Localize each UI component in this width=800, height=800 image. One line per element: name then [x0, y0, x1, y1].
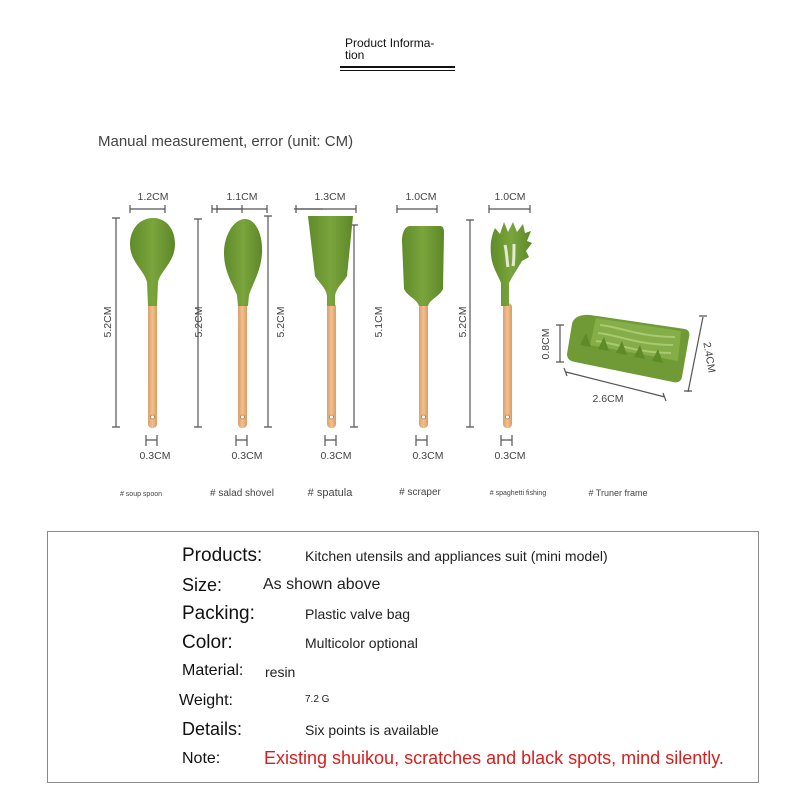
- handle-marks: [146, 435, 512, 446]
- scraper-head: [402, 226, 444, 306]
- utensil-name: # spaghetti fishing: [489, 490, 547, 497]
- spec-box: [47, 531, 759, 783]
- width-label: 1.2CM: [137, 191, 169, 203]
- frame-length-label: 2.6CM: [592, 393, 624, 405]
- spec-value: As shown above: [263, 576, 381, 593]
- handle-label: 0.3CM: [494, 450, 526, 462]
- salad-shovel-head: [224, 219, 262, 306]
- height-label: 5.2CM: [457, 306, 469, 338]
- width-label: 1.3CM: [314, 191, 346, 203]
- frame-width-label: 2.4CM: [700, 341, 718, 374]
- handle-label: 0.3CM: [320, 450, 352, 462]
- title-line-2: tion: [345, 48, 365, 62]
- silicone-heads: [130, 216, 532, 306]
- height-label: 5.2CM: [275, 306, 287, 338]
- spec-value: Multicolor optional: [305, 635, 418, 651]
- spec-value: Six points is available: [305, 722, 439, 738]
- frame-height-label: 0.8CM: [540, 328, 552, 360]
- spec-label: Packing:: [182, 603, 255, 624]
- utensil-name: # soup spoon: [119, 491, 163, 498]
- spec-label: Details:: [182, 719, 243, 739]
- turner-frame-illustration: [567, 315, 689, 382]
- spec-value: resin: [265, 664, 296, 680]
- spec-label: Products:: [182, 545, 263, 566]
- spec-value: 7.2 G: [305, 694, 330, 705]
- width-label: 1.0CM: [494, 191, 526, 203]
- height-label: 5.2CM: [193, 306, 205, 338]
- utensil-name: # salad shovel: [210, 488, 274, 499]
- width-label: 1.1CM: [226, 191, 258, 203]
- frame-name: # Truner frame: [588, 488, 648, 498]
- spec-label: Note:: [182, 750, 221, 767]
- spatula-head: [308, 216, 353, 306]
- width-label: 1.0CM: [405, 191, 437, 203]
- spec-label: Size:: [182, 575, 223, 595]
- handle-label: 0.3CM: [412, 450, 444, 462]
- soup-spoon-head: [130, 218, 175, 306]
- title-line-1: Product Informa-: [345, 36, 435, 50]
- spec-value: Plastic valve bag: [305, 606, 411, 622]
- note-value: Existing shuikou, scratches and black spots, mind silently.: [264, 748, 724, 768]
- handle-label: 0.3CM: [139, 450, 171, 462]
- spec-label: Weight:: [179, 692, 233, 709]
- handle-label: 0.3CM: [231, 450, 263, 462]
- measurement-note: Manual measurement, error (unit: CM): [98, 133, 354, 150]
- spec-value: Kitchen utensils and appliances suit (mini model): [305, 548, 608, 564]
- height-label: 5.2CM: [102, 306, 114, 338]
- spaghetti-server-head: [491, 222, 532, 306]
- spec-label: Material:: [182, 662, 244, 679]
- height-label: 5.1CM: [373, 306, 385, 338]
- utensil-name: # spatula: [307, 487, 353, 499]
- utensil-name: # scraper: [399, 487, 441, 498]
- spec-label: Color:: [182, 632, 233, 653]
